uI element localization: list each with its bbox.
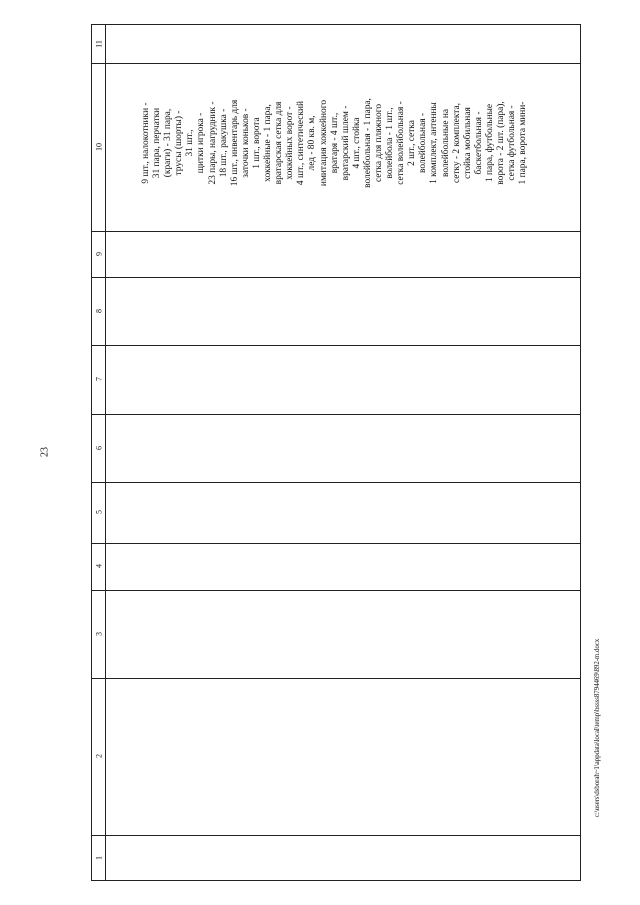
- column-number-2: 2: [94, 754, 104, 758]
- page-number: 23: [39, 447, 51, 457]
- column-number-1: 1: [94, 856, 104, 860]
- column-number-5: 5: [94, 510, 104, 514]
- cell-text-line: 4 шт., стойка: [351, 117, 362, 169]
- cell-text-line: 1 комплект, антенны: [429, 102, 440, 184]
- cell-text-line: 2 шт., сетка: [407, 120, 418, 166]
- cell-text-line: вратарская сетка для: [274, 101, 285, 185]
- cell-text-line: хоккейные - 1 пара,: [263, 104, 274, 182]
- column-number-8: 8: [94, 309, 104, 313]
- column-divider: [92, 590, 580, 591]
- cell-text-line: сетку - 2 комплекта,: [451, 103, 462, 184]
- cell-text-line: имитация хоккейного: [318, 99, 329, 187]
- cell-text-line: 31 пара, перчатки: [152, 107, 163, 179]
- column-divider: [92, 678, 580, 679]
- column-number-7: 7: [94, 377, 104, 381]
- cell-text-line: сетка волейбольная -: [396, 101, 407, 185]
- cell-text-line: 9 шт., налокотники -: [141, 102, 151, 184]
- cell-text-line: волейбольные на: [440, 108, 451, 178]
- cell-text-line: сетка футбольная -: [507, 105, 518, 181]
- cell-text-line: вратаря - 4 шт.,: [329, 112, 340, 174]
- column-number-10: 10: [94, 143, 104, 151]
- column-number-9: 9: [94, 252, 104, 256]
- cell-text-line: заточки коньков -: [240, 108, 251, 178]
- column-divider: [92, 414, 580, 415]
- cell-text-line: вратарский шлем -: [340, 105, 351, 181]
- cell-text-line: трусы (шорты) -: [174, 110, 185, 176]
- column-divider: [92, 277, 580, 278]
- cell-text-line: хоккейных ворот -: [285, 106, 296, 180]
- cell-text-line: 1 пара, футбольные: [484, 103, 495, 183]
- column-divider: [92, 482, 580, 483]
- cell-text-line: волейбола - 1 шт.,: [385, 107, 396, 179]
- cell-text-line: лед - 80 кв. м,: [307, 115, 318, 171]
- cell-text-line: 16 шт., инвентарь для: [229, 99, 240, 187]
- cell-text-line: 31 шт.,: [185, 129, 196, 157]
- column-divider: [92, 835, 580, 836]
- column-10-cell-text: [141, 43, 529, 243]
- column-number-row: [92, 25, 106, 880]
- cell-text-line: 1 пара, ворота мини-: [518, 101, 529, 185]
- column-divider: [92, 543, 580, 544]
- cell-text-line: 4 шт., синтетический: [296, 100, 307, 186]
- cell-text-line: 1 шт., ворота: [251, 117, 262, 169]
- column-number-11: 11: [94, 40, 104, 48]
- cell-text-line: (краги) - 31 пара,: [163, 108, 174, 178]
- column-number-3: 3: [94, 632, 104, 636]
- column-divider: [92, 345, 580, 346]
- cell-text-line: щитки игрока -: [196, 112, 207, 174]
- cell-text-line: стойка мобильная: [462, 107, 473, 179]
- cell-text-line: 18 шт., ракушка -: [218, 108, 229, 178]
- cell-text-line: сетка для пляжного: [373, 103, 384, 183]
- column-number-6: 6: [94, 446, 104, 450]
- cell-text-line: 23 пары, нагрудник -: [207, 101, 218, 185]
- document-file-path: c:\users\dsborah~1\appdata\local\temp\bssss8794469\892-m.docx: [593, 638, 601, 818]
- cell-text-line: волейбольная -: [418, 112, 429, 174]
- cell-text-line: волейбольная - 1 пара,: [362, 98, 373, 188]
- column-number-4: 4: [94, 564, 104, 568]
- cell-text-line: баскетбольная -: [473, 111, 484, 175]
- cell-text-line: ворота - 2 шт. (пара),: [496, 101, 506, 185]
- table: [91, 24, 581, 881]
